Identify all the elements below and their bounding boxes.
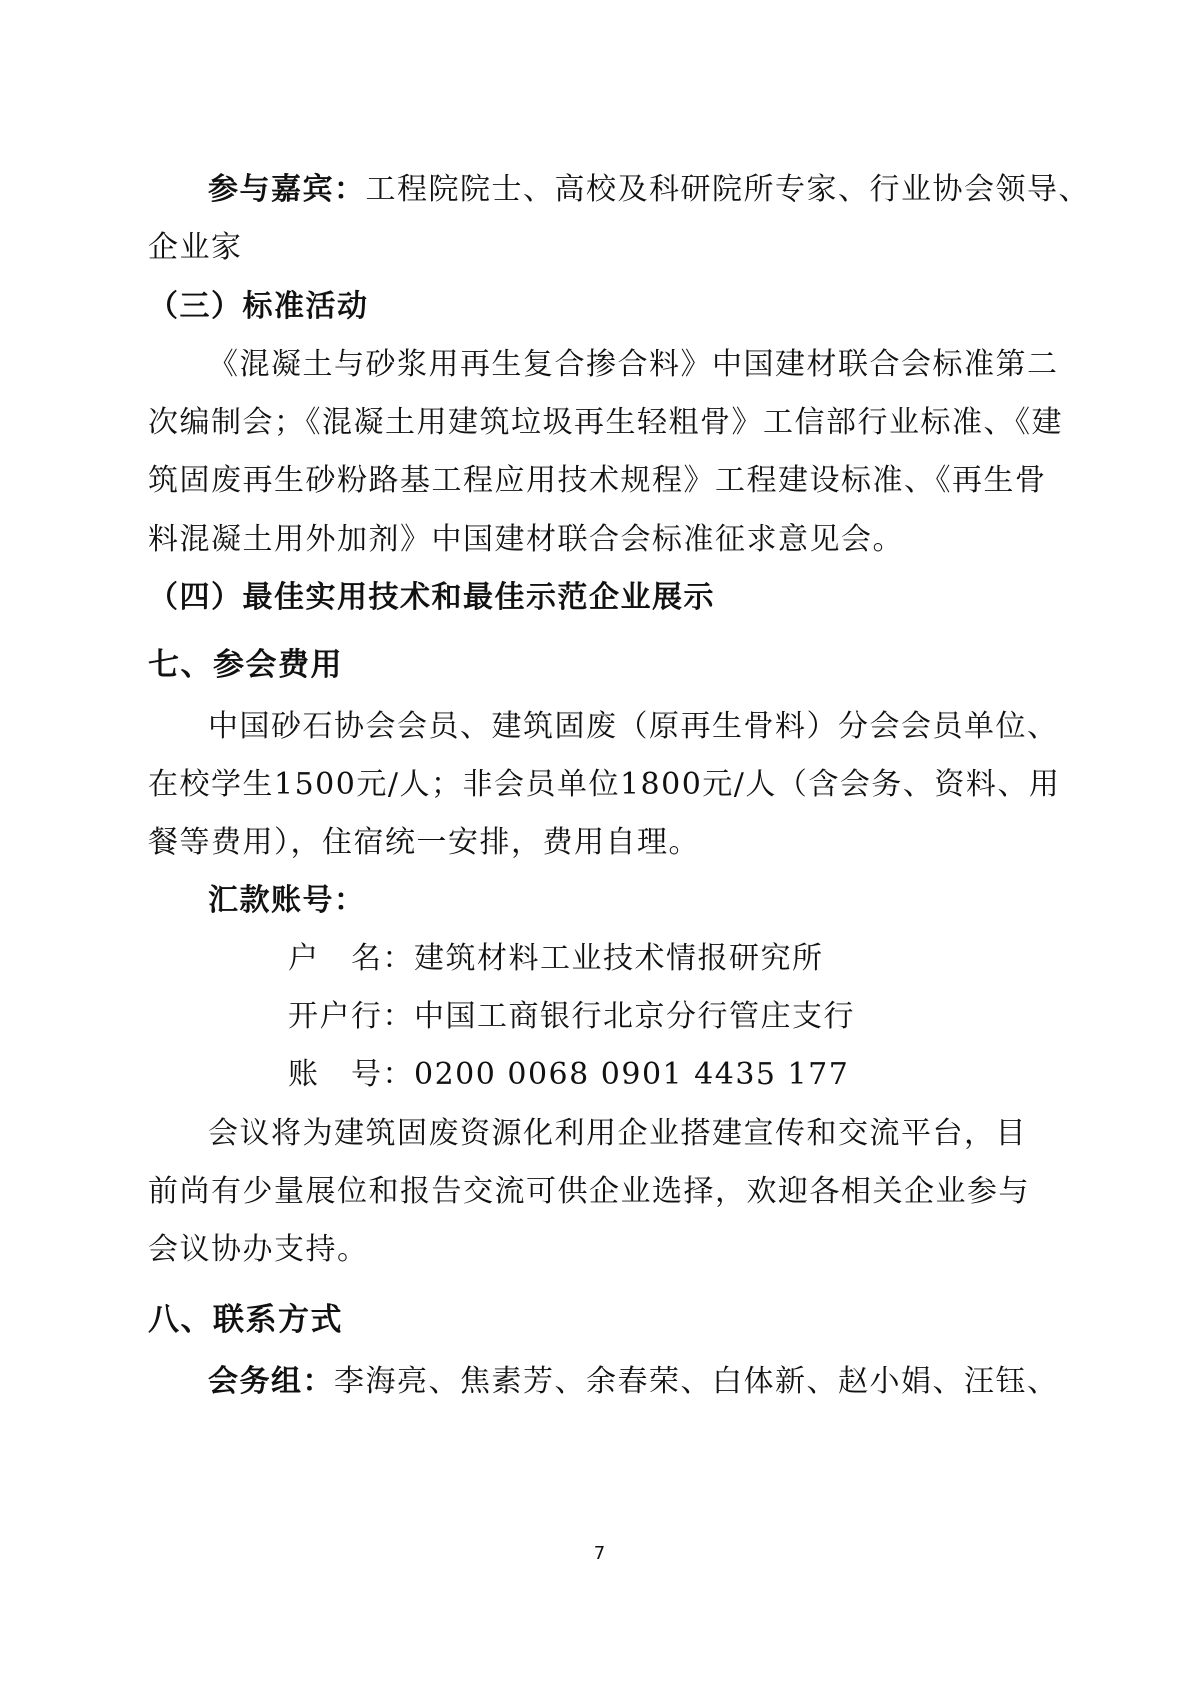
contact-group-members: 李海亮、焦素芳、余春荣、白体新、赵小娟、汪钰、 — [334, 1364, 1059, 1399]
account-number: 账 号：0200 0068 0901 4435 177 — [288, 1057, 850, 1092]
account-label: 汇款账号： — [208, 883, 366, 918]
guests-line-1 — [208, 170, 1128, 210]
section-3-line: 次编制会；《混凝土用建筑垃圾再生轻粗骨》工信部行业标准、《建 — [148, 405, 1063, 440]
guests-label: 参与嘉宾： — [208, 172, 366, 207]
section-3-line: 筑固废再生砂粉路基工程应用技术规程》工程建设标准、《再生骨 — [148, 463, 1047, 498]
fees-heading: 七、参会费用 — [148, 647, 343, 683]
contact-group-label: 会务组： — [208, 1364, 334, 1399]
account-name: 户 名：建筑材料工业技术情报研究所 — [288, 941, 824, 976]
note-line: 会议协办支持。 — [148, 1232, 369, 1267]
guests-line-2: 企业家 — [148, 230, 243, 265]
fees-line: 中国砂石协会会员、建筑固废（原再生骨料）分会会员单位、 — [208, 709, 1059, 744]
note-line: 会议将为建筑固废资源化利用企业搭建宣传和交流平台，目 — [208, 1116, 1027, 1151]
section-3-title: （三）标准活动 — [148, 289, 369, 324]
section-3-line: 料混凝土用外加剂》中国建材联合会标准征求意见会。 — [148, 522, 904, 557]
page-number: 7 — [593, 1543, 606, 1564]
section-3-line: 《混凝土与砂浆用再生复合掺合料》中国建材联合会标准第二 — [208, 347, 1059, 382]
account-bank: 开户行：中国工商银行北京分行管庄支行 — [288, 999, 855, 1034]
contact-heading: 八、联系方式 — [148, 1302, 343, 1338]
fees-line: 餐等费用），住宿统一安排，费用自理。 — [148, 825, 700, 860]
guests-text: 工程院院士、高校及科研院所专家、行业协会领导、 — [365, 172, 1090, 207]
fees-line: 在校学生1500元/人；非会员单位1800元/人（含会务、资料、用 — [148, 767, 1061, 802]
contact-group-line — [208, 1362, 1128, 1402]
note-line: 前尚有少量展位和报告交流可供企业选择，欢迎各相关企业参与 — [148, 1174, 1030, 1209]
section-4-title: （四）最佳实用技术和最佳示范企业展示 — [148, 580, 715, 615]
